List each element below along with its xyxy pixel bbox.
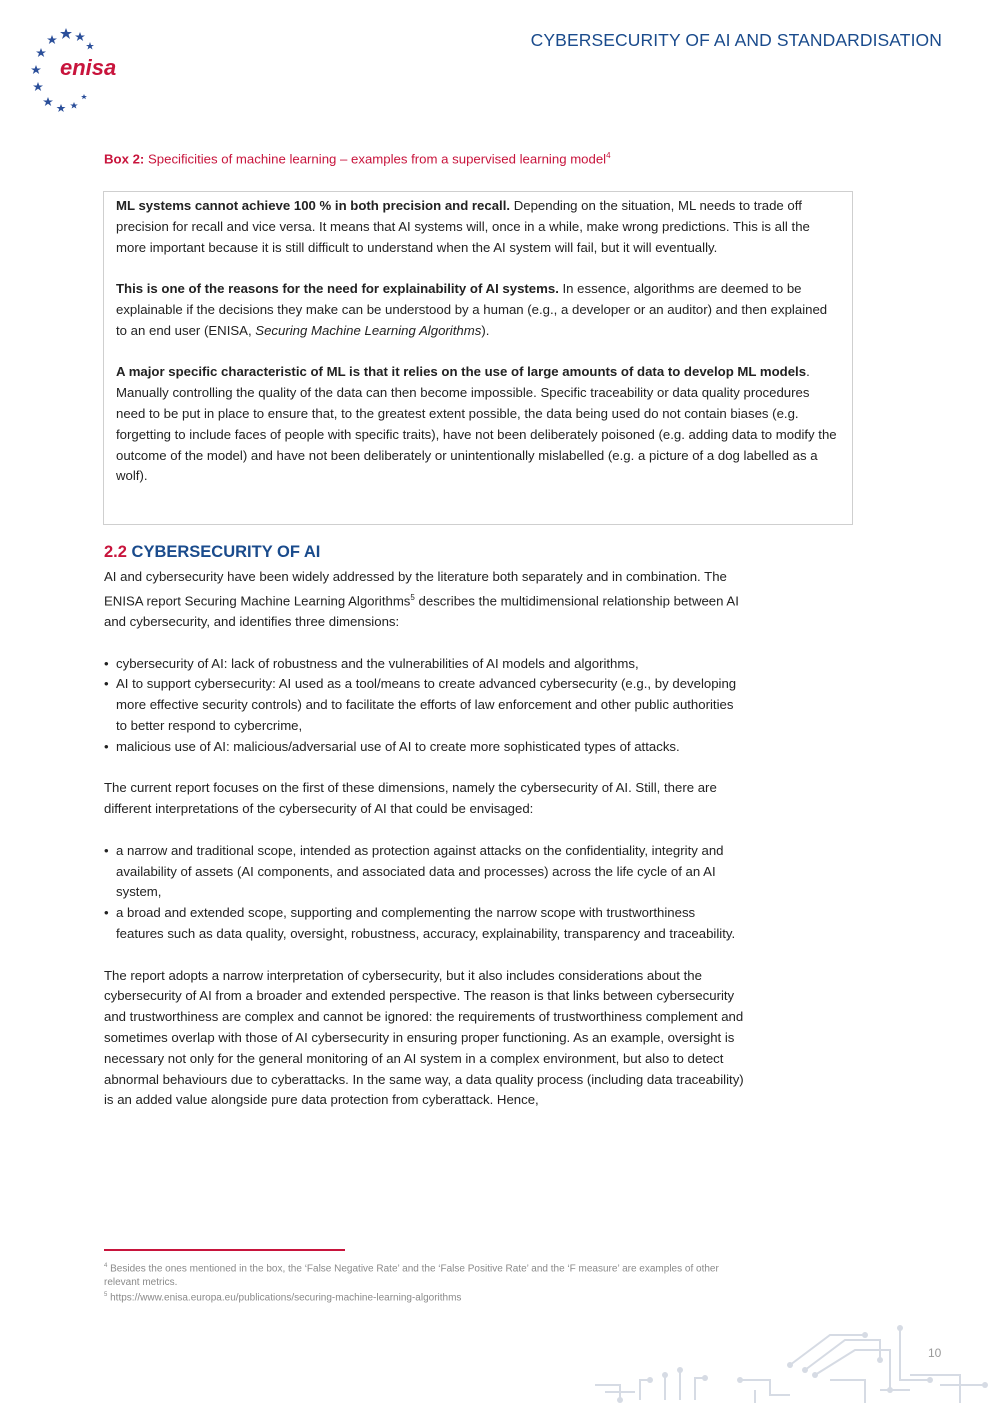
circuit-decoration-icon	[590, 1320, 992, 1403]
info-box	[103, 191, 853, 525]
footnote	[104, 1289, 744, 1305]
body-paragraph: The report adopts a narrow interpretation of cybersecurity, but it also includes considerations about the cybersecurity of AI from a broader and extended perspective. The reason is that links between cybersecurity and trustworthiness are complex and cannot be ignored: the requirements of trustworthiness complement and sometimes overlap with those of AI cybersecurity in ensuring proper functioning. As an example, oversight is necessary not only for the general monitoring of an AI system in a complex environment, but also to detect abnormal behaviours due to cyberattacks. In the same way, a data quality process (including data traceability) is an added value alongside pure data protection from cyberattack. Hence,	[104, 967, 744, 1108]
box-paragraph-bold: This is one of the reasons for the need for explainability of AI systems.	[116, 281, 559, 297]
body-text: AI and cybersecurity have been widely addressed by the literature both separately and in combination. The ENISA report Securing Machine Learning Algorithms	[104, 569, 727, 609]
box-paragraph	[116, 196, 840, 258]
document-header-title: CYBERSECURITY OF AI AND STANDARDISATION	[530, 30, 942, 50]
footnote-number: 4	[104, 1263, 108, 1269]
body-paragraph	[104, 567, 744, 633]
enisa-logo-text: enisa	[60, 55, 117, 80]
body-paragraph: The current report focuses on the first of these dimensions, namely the cybersecurity of AI. Still, there are different interpretations of the cybersecurity of AI that could be envisaged:	[104, 780, 717, 817]
footnote-ref: 4	[606, 151, 611, 160]
section-title: CYBERSECURITY OF AI	[131, 543, 321, 561]
list-item: • cybersecurity of AI: lack of robustness and the vulnerabilities of AI models and algorithms,	[104, 654, 744, 675]
footnote	[104, 1260, 744, 1289]
box-caption	[104, 151, 611, 166]
footnote-ref: 5	[410, 592, 415, 602]
box-paragraph-bold: ML systems cannot achieve 100 % in both precision and recall.	[116, 198, 511, 213]
section-heading	[104, 543, 320, 562]
footnote-text: Besides the ones mentioned in the box, the ‘False Negative Rate’ and the ‘False Positive Rate’ and the ‘F measure’ are examples of other relevant metrics.	[104, 1263, 719, 1288]
box-paragraph	[116, 362, 840, 487]
footnote-number: 5	[104, 1292, 108, 1299]
box-paragraph-text: In essence, algorithms are deemed to be explainable if the decisions they make can be understood by a human (e.g., a developer or an auditor) and then explained to an end user (ENISA,	[116, 281, 828, 338]
box-paragraph-text: . Manually controlling the quality of the data can then become impossible. Specific traceability or data quality procedures need to be put in place to ensure that, to the greatest extent possible, the data being used do not contain biases (e.g. forgetting to include faces of people with specific traits), have not been deliberately poisoned (e.g. adding data to modify the outcome of the model) and have not been deliberately or unintentionally mislabelled (e.g. a picture of a dog labelled as a wolf).	[116, 364, 837, 484]
box-caption-label: Box 2:	[104, 151, 145, 167]
section-number: 2.2	[104, 543, 127, 561]
list-item: • a broad and extended scope, supporting and complementing the narrow scope with trustworthiness features such as data quality, oversight, robustness, accuracy, explainability, transparency and traceability.	[104, 903, 744, 945]
box-paragraph-italic: Securing Machine Learning Algorithms	[255, 322, 482, 338]
footnote-divider	[104, 1249, 345, 1251]
dimensions-list	[104, 654, 744, 758]
scopes-list	[104, 841, 744, 945]
page-number: 10	[928, 1346, 942, 1360]
list-item: • a narrow and traditional scope, intended as protection against attacks on the confidentiality, integrity and availability of assets (AI components, and associated data and processes) across the life cycle of an AI system,	[104, 841, 744, 903]
box-caption-text: Specificities of machine learning – examples from a supervised learning model	[144, 151, 607, 167]
list-item: • AI to support cybersecurity: AI used as a tool/means to create advanced cybersecurity (e.g., by developing more effective security controls) and to facilitate the efforts of law enforcement and other public authorities to better respond to cybercrime,	[104, 674, 744, 736]
footnote-link[interactable]: https://www.enisa.europa.eu/publications/securing-machine-learning-algorithms	[107, 1292, 462, 1304]
box-paragraph-text: ).	[481, 322, 490, 338]
box-paragraph	[116, 279, 840, 341]
footnotes	[104, 1260, 744, 1305]
main-body	[104, 567, 744, 1132]
box-paragraph-text: Depending on the situation, ML needs to trade off precision for recall and vice versa. It means that AI systems will, once in a while, make wrong predictions. This is all the more important because it is still difficult to understand when the AI system will fail, but it will eventually.	[116, 198, 810, 255]
body-text: describes the multidimensional relationship between AI and cybersecurity, and identifies three dimensions:	[104, 593, 739, 629]
list-item: • malicious use of AI: malicious/adversarial use of AI to create more sophisticated types of attacks.	[104, 737, 744, 758]
box-paragraph-bold: A major specific characteristic of ML is that it relies on the use of large amounts of data to develop ML models	[116, 364, 807, 380]
